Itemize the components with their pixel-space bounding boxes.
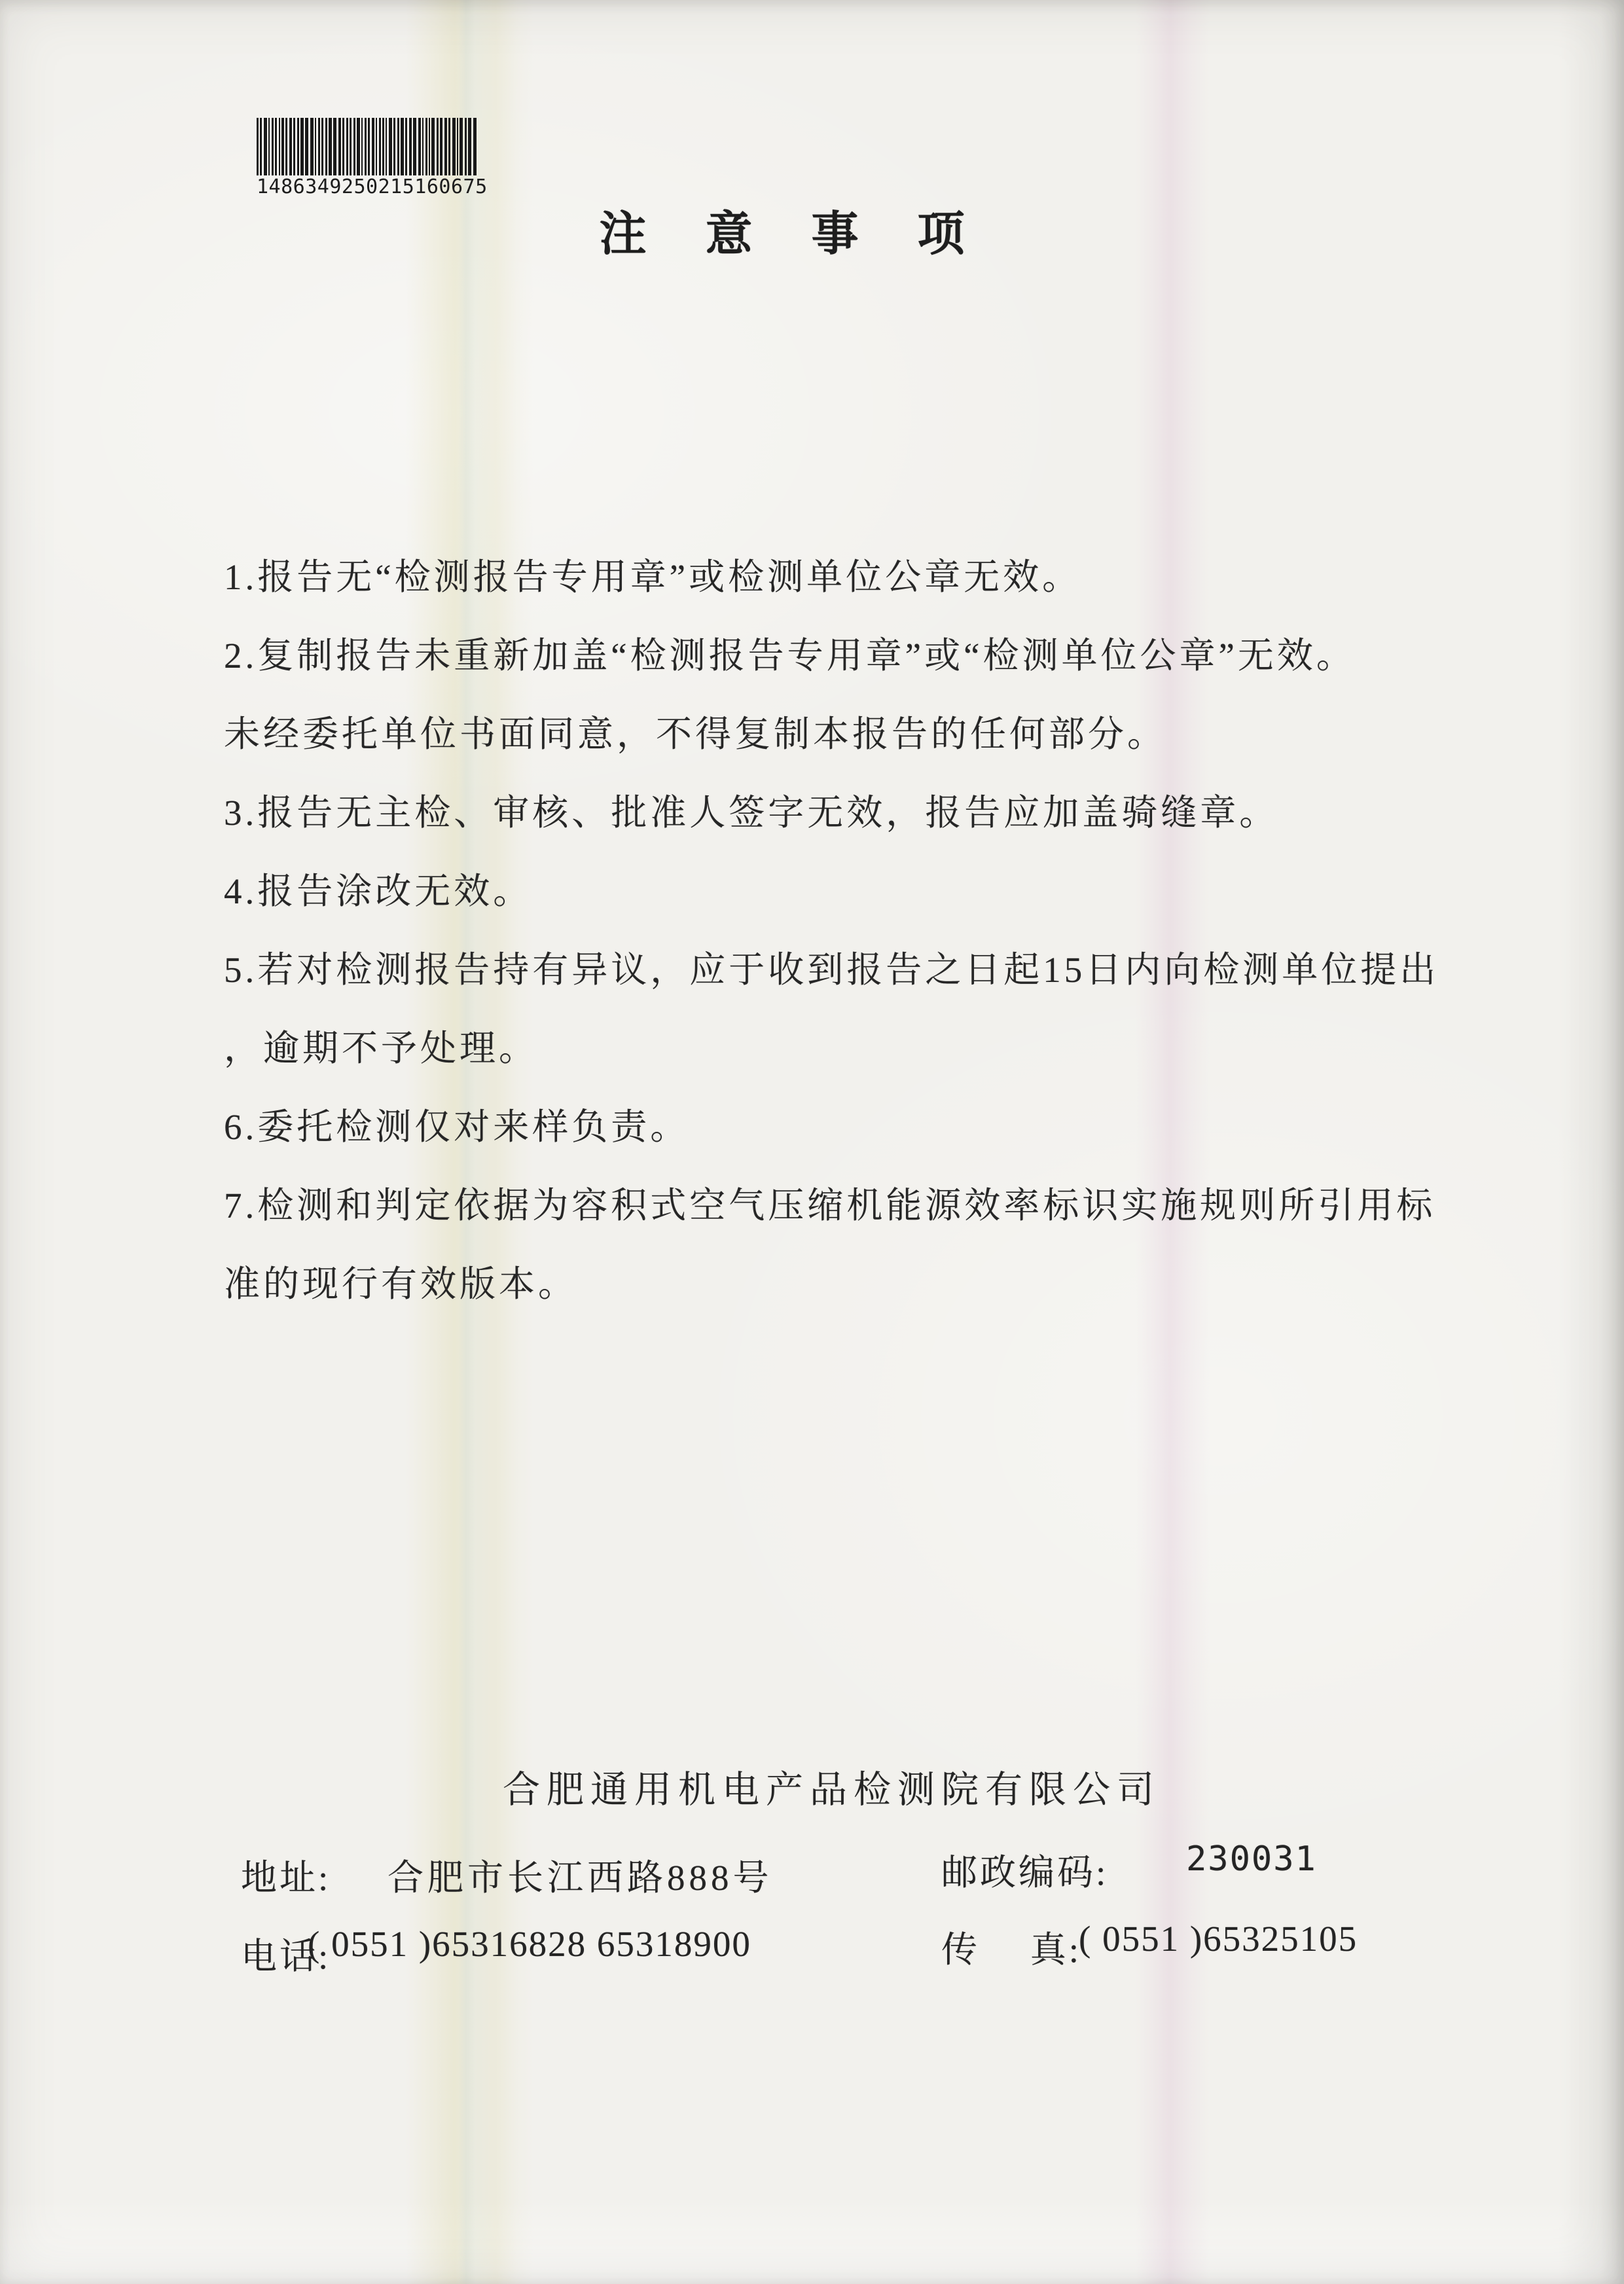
page-title: 注 意 事 项 [599,208,988,261]
note-line-1: 1.报告无“检测报告专用章”或检测单位公章无效。 [224,557,1082,597]
postal-code-value: 230031 [1186,1840,1317,1879]
postal-code-label: 邮政编码: [941,1853,1109,1893]
note-line-7: 7.检测和判定依据为容积式空气压缩机能源效率标识实施规则所引用标 [224,1186,1436,1225]
fax-value: ( 0551 )65325105 [1079,1919,1358,1959]
note-line-2b: 未经委托单位书面同意，不得复制本报告的任何部分。 [224,714,1167,754]
phone-label: 电话: [241,1936,331,1976]
fax-label: 传 真: [941,1930,1082,1970]
note-line-2: 2.复制报告未重新加盖“检测报告专用章”或“检测单位公章”无效。 [224,636,1356,676]
phone-value: ( 0551 )65316828 65318900 [308,1924,751,1964]
note-line-6: 6.委托检测仅对来样负责。 [224,1107,690,1147]
note-line-3: 3.报告无主检、审核、批准人签字无效，报告应加盖骑缝章。 [224,793,1279,833]
note-line-5: 5.若对检测报告持有异议，应于收到报告之日起15日内向检测单位提出 [224,950,1439,990]
note-line-5b: ，逾期不予处理。 [224,1028,539,1068]
company-name: 合肥通用机电产品检测院有限公司 [503,1769,1161,1811]
address-label: 地址: [241,1858,331,1898]
address-value: 合肥市长江西路888号 [388,1858,773,1898]
note-line-7b: 准的现行有效版本。 [224,1264,578,1304]
note-line-4: 4.报告涂改无效。 [224,871,533,911]
barcode-number: 1486349250215160675 [257,175,488,198]
